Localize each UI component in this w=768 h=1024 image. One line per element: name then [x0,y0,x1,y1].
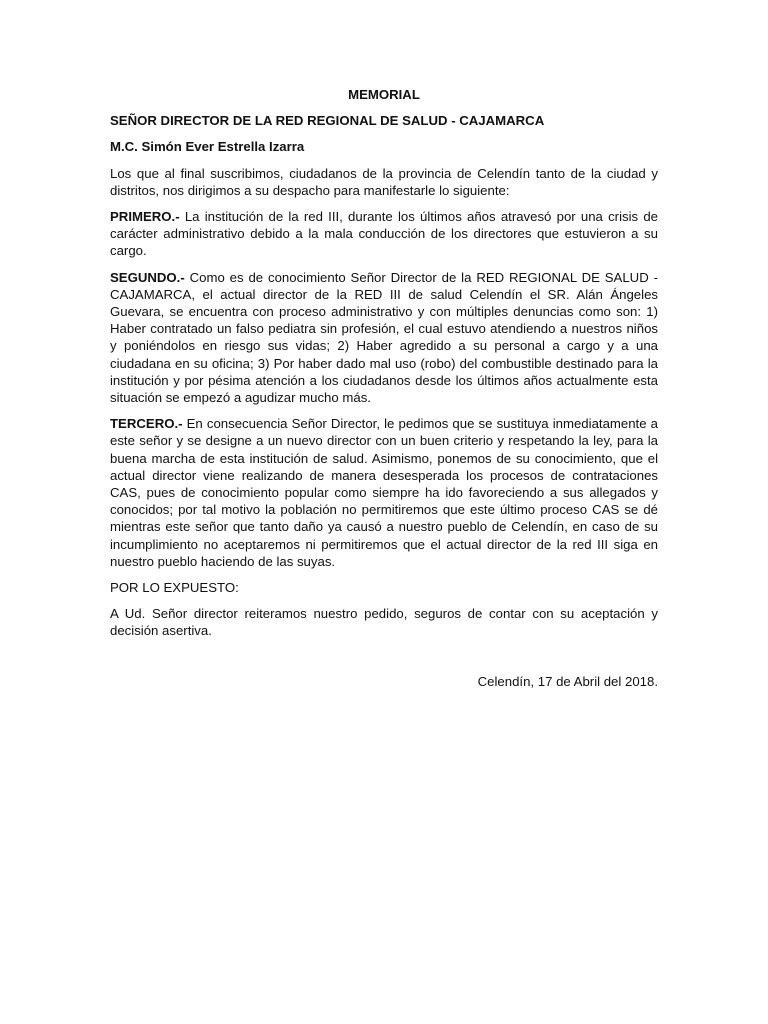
recipient-name: M.C. Simón Ever Estrella Izarra [110,139,305,155]
segundo-paragraph [110,269,658,407]
tercero-text: En consecuencia Señor Director, le pedimos que se sustituya inmediatamente a este señor y se designe a un nuevo director con un buen criterio y respetando la ley, para la buena marcha de esta institución de salud. Asimismo, ponemos de su conocimiento, que el actual director viene realizando de manera desesperada los procesos de contrataciones CAS, pues de conocimiento popular como siempre ha ido favoreciendo a sus allegados y conocidos; por tal motivo la población no permitiremos que este último proceso CAS se dé mientras este señor que tanto daño ya causó a nuestro pueblo de Celendín, en caso de su incumplimiento no aceptaremos ni permitiremos que el actual director de la red III siga en nuestro pueblo haciendo de las suyas. [110,416,658,569]
segundo-text: Como es de conocimiento Señor Director de la RED REGIONAL DE SALUD - CAJAMARCA, el actual director de la RED III de salud Celendín el SR. Alán Ángeles Guevara, se encuentra con proceso administrativo y con múltiples denuncias como son: 1) Haber contratado un falso pediatra sin profesión, el cual estuvo atendiendo a nuestros niños y poniéndolos en riesgo sus vidas; 2) Haber agredido a su personal a cargo y a una ciudadana en su oficina; 3) Por haber dado mal uso (robo) del combustible destinado para la institución y por pésima atención a los ciudadanos desde los últimos años actualmente esta situación se empezó a agudizar mucho más. [110,269,658,406]
closing-paragraph: A Ud. Señor director reiteramos nuestro pedido, seguros de contar con su aceptación y decisión asertiva. [110,606,658,639]
document-title: MEMORIAL [348,87,420,102]
tercero-label: TERCERO.- [110,416,183,432]
intro-paragraph: Los que al final suscribimos, ciudadanos de la provincia de Celendín tanto de la ciudad y distritos, nos dirigimos a su despacho para manifestarle lo siguiente: [110,165,658,198]
primero-text: La institución de la red III, durante los últimos años atravesó por una crisis de carácter administrativo debido a la mala conducción de los directores que estuvieron a su cargo. [110,209,658,259]
addressee-line: SEÑOR DIRECTOR DE LA RED REGIONAL DE SALUD - CAJAMARCA [110,113,545,129]
document-date: Celendín, 17 de Abril del 2018. [477,673,658,689]
segundo-label: SEGUNDO.- [110,269,185,285]
tercero-paragraph [110,415,658,570]
document-body [110,86,658,699]
por-lo-expuesto-heading: POR LO EXPUESTO: [110,580,239,596]
primero-label: PRIMERO.- [110,209,180,225]
primero-paragraph [110,208,658,260]
